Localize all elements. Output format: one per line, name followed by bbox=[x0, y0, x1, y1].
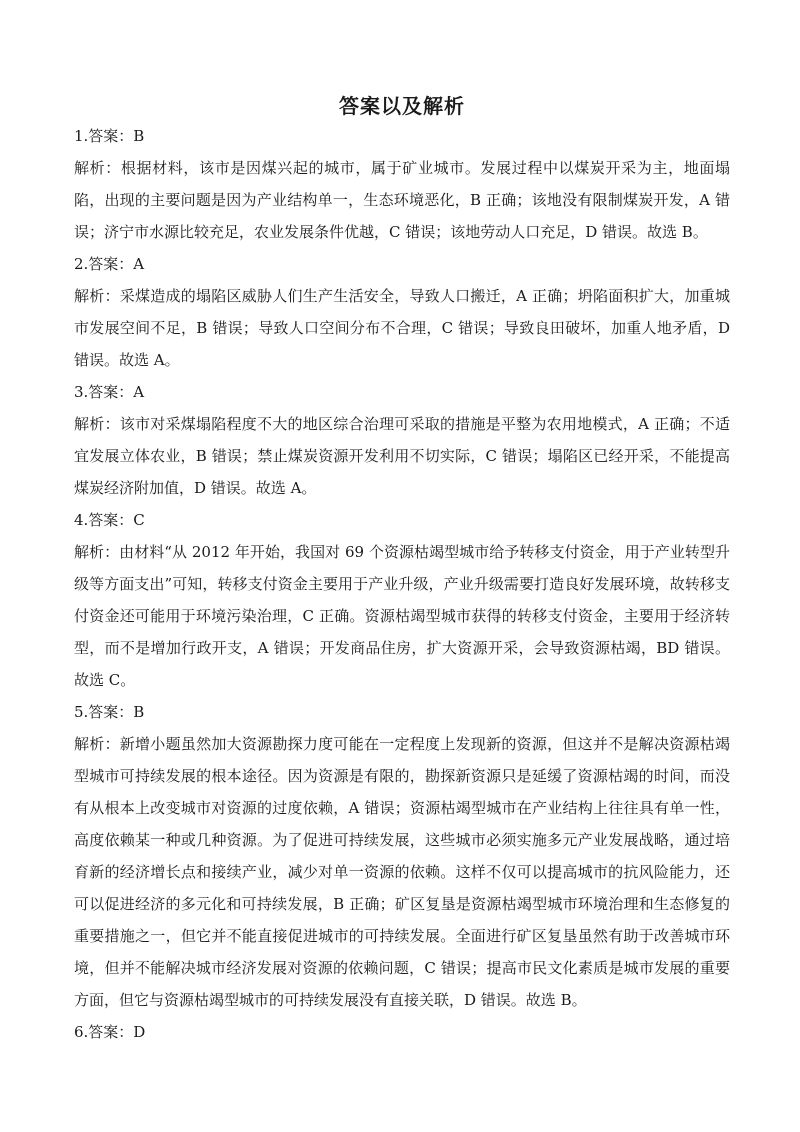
answer-line: 6.答案：D bbox=[74, 1023, 146, 1041]
page-title: 答案以及解析 bbox=[339, 94, 465, 118]
answer-line: 3.答案：A bbox=[74, 383, 145, 401]
analysis-text: 解析：由材料“从 2012 年开始，我国对 69 个资源枯竭型城市给予转移支付资金，用于产业转型升级等方面支出”可知，转移支付资金主要用于产业升级，产业升级需要打造良好发展环境，故转移支付资金还可能用于环境污染治理，C 正确。资源枯竭型城市获得的转移支付资金，主要用于经济转型，而不是增加行政开支，A 错误；开发商品住房，扩大资源开采，会导致资源枯竭，BD 错误。故选 C。 bbox=[74, 543, 730, 689]
answer-item-5 bbox=[74, 702, 730, 1016]
analysis-text: 解析：新增小题虽然加大资源勘探力度可能在一定程度上发现新的资源，但这并不是解决资源枯竭型城市可持续发展的根本途径。因为资源是有限的，勘探新资源只是延缓了资源枯竭的时间，而没有从根本上改变城市对资源的过度依赖，A 错误；资源枯竭型城市在产业结构上往往具有单一性，高度依赖某一种或几种资源。为了促进可持续发展，这些城市必须实施多元产业发展战略，通过培育新的经济增长点和接续产业，减少对单一资源的依赖。这样不仅可以提高城市的抗风险能力，还可以促进经济的多元化和可持续发展，B 正确；矿区复垦是资源枯竭型城市环境治理和生态修复的重要措施之一，但它并不能直接促进城市的可持续发展。全面进行矿区复垦虽然有助于改善城市环境，但并不能解决城市经济发展对资源的依赖问题，C 错误；提高市民文化素质是城市发展的重要方面，但它与资源枯竭型城市的可持续发展没有直接关联，D 错误。故选 B。 bbox=[74, 735, 730, 1009]
answer-item-2 bbox=[74, 254, 730, 376]
answer-line: 5.答案：B bbox=[74, 703, 145, 721]
answer-item-6 bbox=[74, 1022, 730, 1042]
answer-line: 4.答案：C bbox=[74, 511, 145, 529]
answer-line: 1.答案：B bbox=[74, 127, 145, 145]
answer-line: 2.答案：A bbox=[74, 255, 145, 273]
answer-item-4 bbox=[74, 510, 730, 696]
analysis-text: 解析：该市对采煤塌陷程度不大的地区综合治理可采取的措施是平整为农用地模式，A 正确；不适宜发展立体农业，B 错误；禁止煤炭资源开发利用不切实际，C 错误；塌陷区已经开采，不能提高煤炭经济附加值，D 错误。故选 A。 bbox=[74, 415, 730, 497]
analysis-text: 解析：根据材料，该市是因煤兴起的城市，属于矿业城市。发展过程中以煤炭开采为主，地面塌陷，出现的主要问题是因为产业结构单一，生态环境恶化，B 正确；该地没有限制煤炭开发，A 错误；济宁市水源比较充足，农业发展条件优越，C 错误；该地劳动人口充足，D 错误。故选 B。 bbox=[74, 159, 730, 241]
answer-item-1 bbox=[74, 126, 730, 248]
answer-item-3 bbox=[74, 382, 730, 504]
analysis-text: 解析：采煤造成的塌陷区威胁人们生产生活安全，导致人口搬迁，A 正确；坍陷面积扩大，加重城市发展空间不足，B 错误；导致人口空间分布不合理，C 错误；导致良田破坏，加重人地矛盾，D 错误。故选 A。 bbox=[74, 287, 730, 369]
